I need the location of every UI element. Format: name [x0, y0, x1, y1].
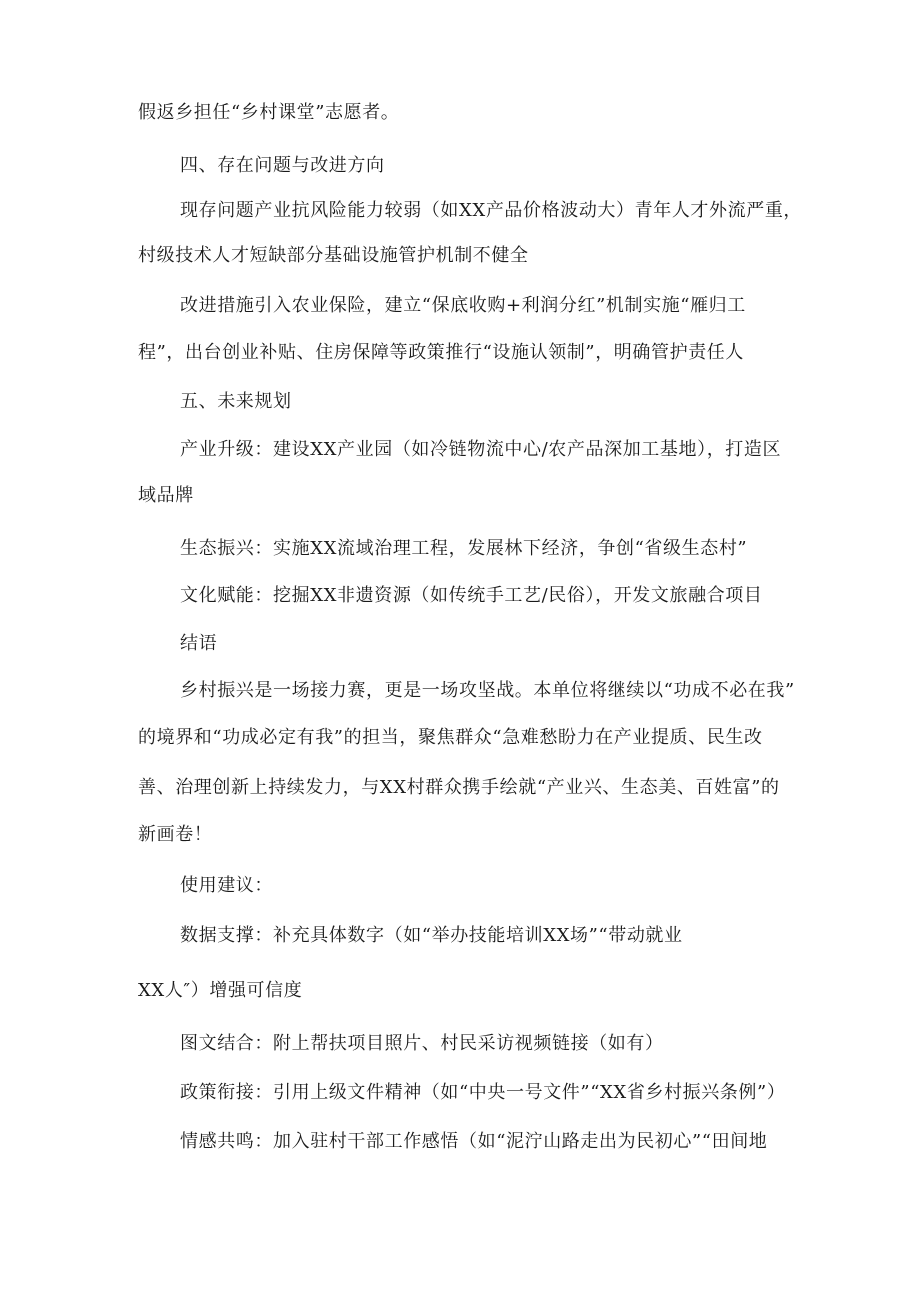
section-heading-future-plan: 五、未来规划 [180, 391, 292, 412]
paragraph-line: 产业升级：建设XX产业园（如冷链物流中心/农产品深加工基地），打造区 [180, 439, 782, 460]
paragraph-line: 图文结合：附上帮扶项目照片、村民采访视频链接（如有） [180, 1033, 664, 1054]
paragraph-line: 数据支撑：补充具体数字（如“举办技能培训XX场”“带动就业 [180, 925, 683, 946]
paragraph-line: 政策衔接：引用上级文件精神（如“中央一号文件”“XX省乡村振兴条例”） [180, 1082, 786, 1103]
paragraph-line: 域品牌 [138, 485, 194, 506]
paragraph-line: 文化赋能：挖掘XX非遗资源（如传统手工艺/民俗），开发文旅融合项目 [180, 585, 763, 606]
paragraph-line: XX人″）增强可信度 [138, 980, 303, 1001]
paragraph-line: 善、治理创新上持续发力，与XX村群众携手绘就“产业兴、生态美、百姓富”的 [138, 777, 780, 798]
section-heading-conclusion: 结语 [180, 633, 218, 654]
paragraph-line: 新画卷！ [138, 824, 213, 845]
paragraph-line: 情感共鸣：加入驻村干部工作感悟（如“泥泞山路走出为民初心”“田间地 [180, 1131, 768, 1152]
section-heading-issues: 四、存在问题与改进方向 [180, 155, 385, 176]
paragraph-line: 村级技术人才短缺部分基础设施管护机制不健全 [138, 245, 529, 266]
paragraph-line: 改进措施引入农业保险，建立“保底收购+利润分红”机制实施“雁归工 [180, 295, 746, 316]
paragraph-line: 现存问题产业抗风险能力较弱（如XX产品价格波动大）青年人才外流严重， [180, 200, 803, 221]
paragraph-line: 乡村振兴是一场接力赛，更是一场攻坚战。本单位将继续以“功成不必在我” [180, 680, 795, 701]
paragraph-line: 程”，出台创业补贴、住房保障等政策推行“设施认领制”，明确管护责任人 [138, 342, 745, 363]
paragraph-line: 生态振兴：实施XX流域治理工程，发展林下经济，争创“省级生态村” [180, 538, 748, 559]
section-heading-usage-tips: 使用建议： [180, 875, 273, 896]
paragraph-line: 的境界和“功成必定有我”的担当，聚焦群众“急难愁盼力在产业提质、民生改 [138, 727, 763, 748]
paragraph-line: 假返乡担任“乡村课堂”志愿者。 [138, 102, 400, 123]
